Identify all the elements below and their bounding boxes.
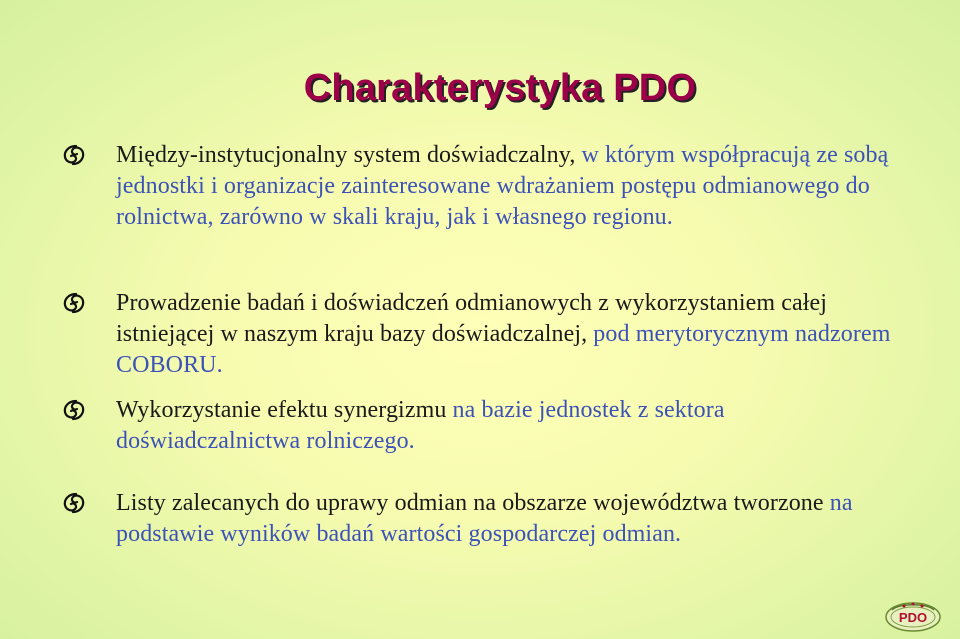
list-item-text [116, 488, 896, 550]
list-item-text-blue: pod merytorycznym nadzorem COBORU. [116, 321, 891, 378]
swirl-bullet-icon [62, 399, 86, 421]
list-item-text-dark: Prowadzenie badań i doświadczeń odmianowych z wykorzystaniem całej istniejącej w naszym kraju bazy doświadczalnej, [116, 290, 828, 347]
list-item-text-dark: Listy zalecanych do uprawy odmian na obszarze województwa tworzone [116, 490, 824, 516]
list-item-text-dark: Między-instytucjonalny system doświadczalny, [116, 142, 576, 168]
list-item-text-blue: w którym współpracują ze sobą jednostki i organizacje zainteresowane wdrażaniem postępu odmianowego do rolnictwa, zarówno w skali kraju, jak i własnego regionu. [116, 142, 889, 230]
slide-title: Charakterystyka PDO [303, 67, 697, 109]
list-item-text-blue: na podstawie wyników badań wartości gospodarczej odmian. [116, 490, 853, 547]
swirl-bullet-icon [62, 492, 86, 514]
list-item-text [116, 395, 896, 457]
swirl-bullet-icon [62, 144, 86, 166]
list-item-text-dark: Wykorzystanie efektu synergizmu [116, 397, 447, 423]
list-item-text [116, 288, 896, 381]
pdo-logo-icon [884, 600, 942, 632]
swirl-bullet-icon [62, 292, 86, 314]
list-item-text-blue: na bazie jednostek z sektora doświadczalnictwa rolniczego. [116, 397, 725, 454]
list-item-text [116, 140, 896, 233]
logo-text: PDO [898, 610, 928, 625]
